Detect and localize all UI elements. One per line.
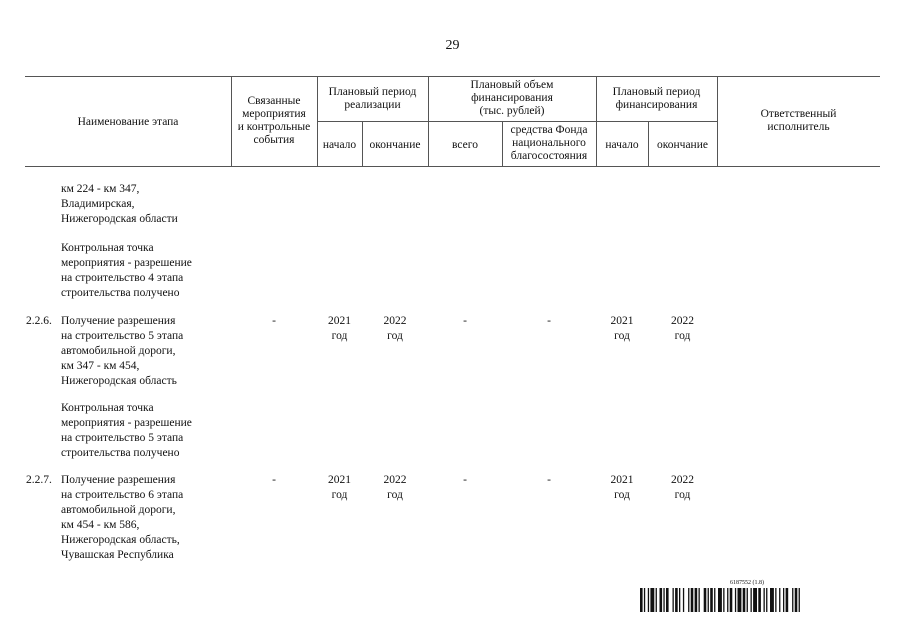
barcode	[640, 580, 855, 614]
header-subdivider	[317, 121, 717, 122]
table-row-name: Получение разрешения на строительство 6 этапа автомобильной дороги, км 454 - км 586, Нижегородская область, Чувашская Республика	[61, 474, 184, 561]
header-fin-start: начало	[605, 139, 639, 151]
table-row-related: -	[272, 474, 276, 486]
table-row-end: 2022 год	[383, 315, 407, 342]
table-row-fin-start: 2021 год	[610, 474, 634, 501]
table-row-name: Получение разрешения на строительство 5 этапа автомобильной дороги, км 347 - км 454, Нижегородская область	[61, 315, 184, 387]
header-planned-volume: Плановый объем финансирования (тыс. рублей)	[470, 79, 554, 117]
page-number: 29	[445, 38, 460, 53]
table-row-fin-end: 2022 год	[671, 474, 694, 501]
header-planned-financing: Плановый период финансирования	[612, 86, 701, 111]
header-total: всего	[452, 139, 478, 151]
table-row-end: 2022 год	[383, 474, 407, 501]
header-related-events: Связанные мероприятия и контрольные события	[237, 95, 311, 146]
header-responsible: Ответственный исполнитель	[760, 108, 837, 133]
header-bottom-border	[25, 166, 880, 167]
header-start: начало	[322, 139, 357, 151]
table-row-total: -	[463, 474, 467, 486]
table-row-fin-end: 2022 год	[671, 315, 694, 342]
table-top-border	[25, 76, 880, 77]
table-row-name: Контрольная точка мероприятия - разрешение на строительство 5 этапа строительства получено	[61, 402, 192, 459]
table-row-number: 2.2.6.	[26, 315, 52, 327]
table-row-related: -	[272, 315, 276, 327]
header-fin-end: окончание	[657, 139, 708, 151]
header-end: окончание	[369, 139, 421, 151]
barcode-label: 6187552 (1.8)	[730, 580, 764, 586]
table-row-fund: -	[547, 474, 551, 486]
table-row-name: км 224 - км 347, Владимирская, Нижегородская области	[61, 183, 178, 225]
barcode-icon	[640, 588, 855, 612]
header-planned-period: Плановый период реализации	[328, 86, 417, 111]
table-row-start: 2021 год	[328, 474, 351, 501]
table-row-number: 2.2.7.	[26, 474, 52, 486]
table-row-name: Контрольная точка мероприятия - разрешение на строительство 4 этапа строительства получено	[61, 242, 192, 299]
header-stage-name: Наименование этапа	[77, 116, 179, 128]
header-fund-means: средства Фонда национального благосостояния	[510, 124, 588, 162]
table-row-start: 2021 год	[328, 315, 351, 342]
table-row-total: -	[463, 315, 467, 327]
table-row-fin-start: 2021 год	[610, 315, 634, 342]
table-row-fund: -	[547, 315, 551, 327]
